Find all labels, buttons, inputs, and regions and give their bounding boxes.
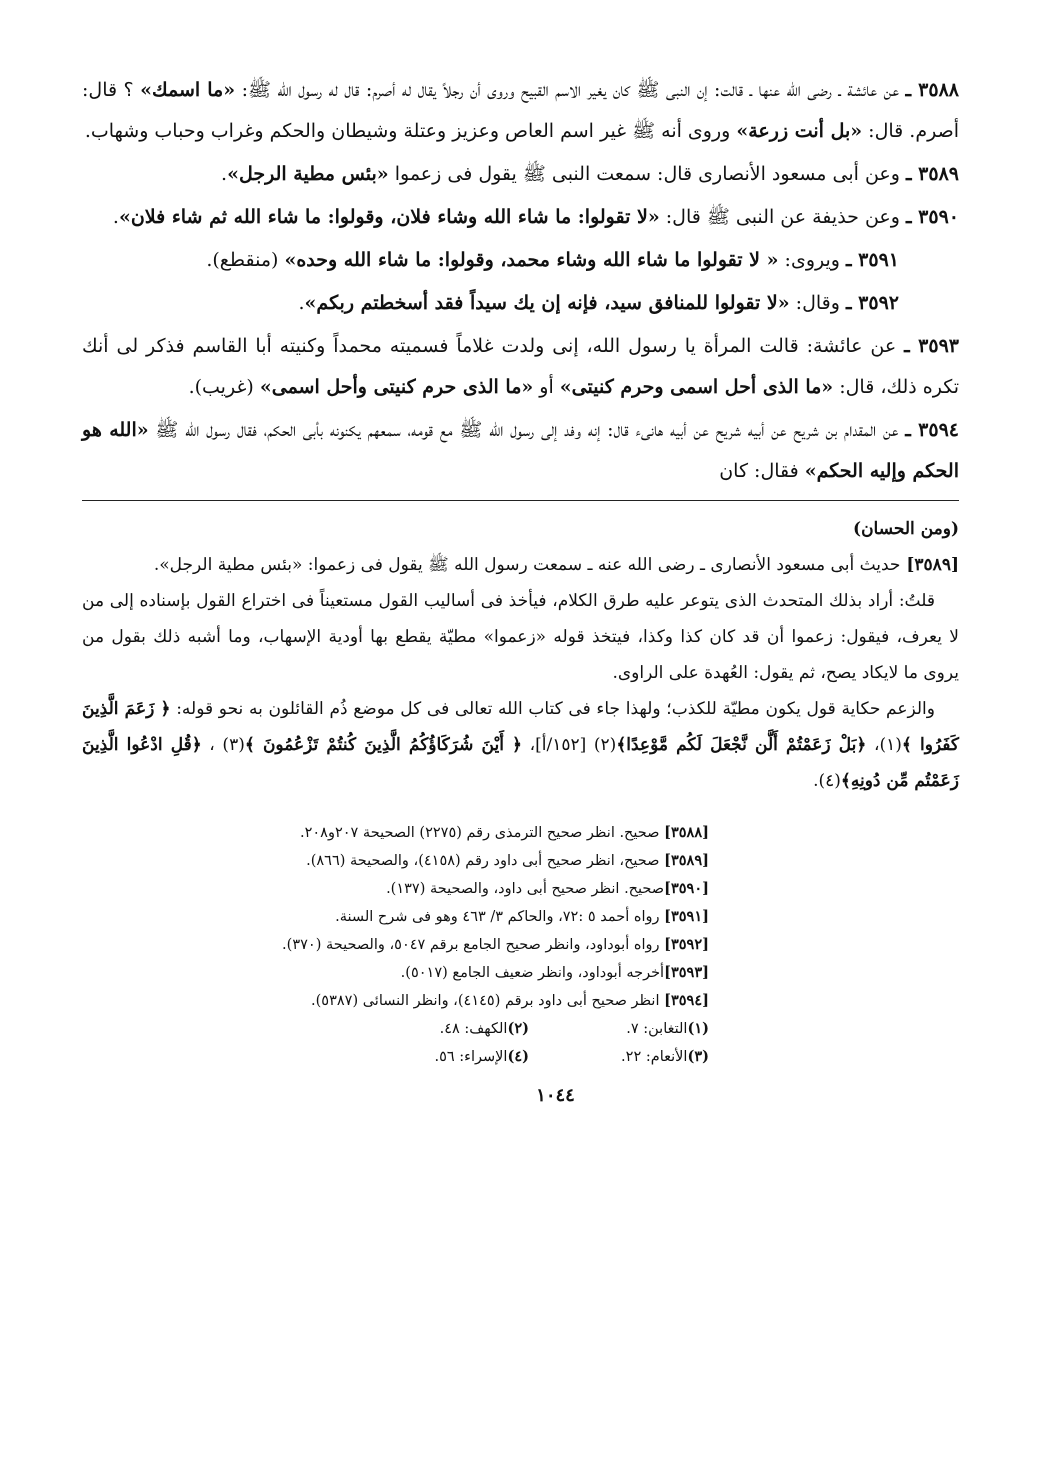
verse-reference-number: (٣) xyxy=(687,1048,709,1065)
hadith-paragraph xyxy=(82,240,959,281)
quoted-text: ﴿ زَعَمَ الَّذِينَ كَفَرُوا ﴾ xyxy=(82,699,959,755)
quoted-text: ﴿بَلْ زَعَمْتُمْ أَلَّن نَّجْعَلَ لَكُم مَّوْعِدًا﴾ xyxy=(616,735,867,755)
verse-reference xyxy=(409,1015,529,1043)
verse-reference-text: الإسراء: ٥٦. xyxy=(434,1049,508,1065)
footnote-number: [٣٥٩٤] xyxy=(664,992,709,1009)
body-text: والزعم حكاية قول يكون مطيّة للكذب؛ ولهذا جاء فى كتاب الله تعالى فى كل موضع ذُم القائلون به نحو قوله: xyxy=(170,699,935,719)
quoted-text: «ما الذى حرم كنيتى وأحل اسمى» xyxy=(259,376,534,398)
section-divider xyxy=(82,500,959,501)
footnote-text: رواه أبوداود، وانظر صحيح الجامع برقم ٥٠٤٧، والصحيحة (٣٧٠). xyxy=(282,937,665,953)
body-text: وروى أنه ﷺ غير اسم العاص وعزيز وعتلة وشيطان والحكم وغراب وحباب وشهاب. xyxy=(84,120,737,142)
verse-reference-text: الكهف: ٤٨. xyxy=(439,1021,508,1037)
page-number: ١٠٤٤ xyxy=(536,1085,575,1106)
body-text: وعن حذيفة عن النبى ﷺ قال: xyxy=(659,206,906,228)
quoted-text: [٣٥٨٩] xyxy=(900,555,959,575)
verse-reference xyxy=(589,1043,709,1071)
verse-reference-number: (١) xyxy=(687,1020,709,1037)
quoted-text: «لا تقولوا: ما شاء الله وشاء فلان، وقولوا: ما شاء الله ثم شاء فلان» xyxy=(118,206,660,228)
footnote-text: رواه أحمد ٥ :٧٢، والحاكم ٣/ ٤٦٣ وهو فى شرح السنة. xyxy=(335,909,665,925)
commentary-heading: (ومن الحسان) xyxy=(853,519,959,539)
commentary-body xyxy=(82,547,959,799)
footnote xyxy=(82,875,709,903)
quoted-text: «بل أنت زرعة» xyxy=(736,120,863,142)
body-text: (٣) ، xyxy=(201,735,245,755)
footnote xyxy=(82,959,709,987)
body-text: . xyxy=(112,206,119,228)
verse-reference-text: الأنعام: ٢٢. xyxy=(621,1049,688,1065)
hadith-paragraph xyxy=(82,70,959,152)
body-text: ويروى: xyxy=(778,249,846,271)
footnote-text: انظر صحيح أبى داود برقم (٤١٤٥)، وانظر النسائى (٥٣٨٧). xyxy=(311,993,665,1009)
quoted-text: «لا تقولوا للمنافق سيد، فإنه إن يك سيداً فقد أسخطتم ربكم» xyxy=(304,292,790,314)
footnote-number: [٣٥٩٠] xyxy=(664,880,709,897)
quoted-text: «ما الذى أحل اسمى وحرم كنيتى» xyxy=(559,376,834,398)
body-text: (٢) [١٥٢/أ]، xyxy=(522,735,617,755)
commentary-paragraph xyxy=(82,691,959,799)
quoted-text: «بئس مطية الرجل» xyxy=(227,163,389,185)
verse-reference xyxy=(409,1043,529,1071)
body-text: (منقطع). xyxy=(206,249,285,271)
hadith-number: ٣٥٩٤ ـ xyxy=(905,419,959,441)
quoted-text: «الله هو الحكم وإليه الحكم» xyxy=(82,419,959,482)
footnote-text: صحيح، انظر صحيح أبى داود رقم (٤١٥٨)، والصحيحة (٨٦٦). xyxy=(306,853,665,869)
footnote-text: أخرجه أبوداود، وانظر ضعيف الجامع (٥٠١٧). xyxy=(400,965,665,981)
verse-reference-row xyxy=(82,1015,709,1043)
body-text: عن المقدام بن شريح عن أبيه شريح عن أبيه هانىء قال: إنه وفد إلى رسول الله ﷺ مع قومه، سمعهم يكنونه بأبى الحكم، فقال رسول الله ﷺ xyxy=(148,419,906,441)
hadith-paragraph xyxy=(82,410,959,492)
hadith-number: ٣٥٩٣ ـ xyxy=(904,335,959,357)
body-text: (٤). xyxy=(813,771,841,791)
hadith-number: ٣٥٨٩ ـ xyxy=(905,163,959,185)
body-text: . xyxy=(298,292,305,314)
hadith-paragraph xyxy=(82,326,959,408)
body-text: عن عائشة: قالت المرأة يا رسول الله، إنى ولدت غلاماً فسميته محمداً وكنيته أبا القاسم فذكر لى أنك تكره ذلك، قال: xyxy=(82,335,959,398)
footnote-number: [٣٥٩٣] xyxy=(664,964,709,981)
hadith-number: ٣٥٩٠ ـ xyxy=(905,206,959,228)
hadith-paragraph xyxy=(82,197,959,238)
commentary-paragraph xyxy=(82,583,959,691)
footnote-text: صحيح. انظر صحيح أبى داود، والصحيحة (١٣٧). xyxy=(386,881,665,897)
verse-reference xyxy=(589,1015,709,1043)
hadith-number: ٣٥٩٢ ـ xyxy=(845,292,899,314)
quoted-text: ﴿قُلِ ادْعُوا الَّذِينَ زَعَمْتُم مِّن دُونِهِ﴾ xyxy=(82,735,959,791)
body-text: فقال: كان xyxy=(719,460,805,482)
footnote xyxy=(82,819,709,847)
footnote xyxy=(82,931,709,959)
quoted-text: « لا تقولوا ما شاء الله وشاء محمد، وقولوا: ما شاء الله وحده» xyxy=(284,249,779,271)
quoted-text: «ما اسمك» xyxy=(140,79,236,101)
hadith-section xyxy=(82,70,959,492)
footnote-text: صحيح. انظر صحيح الترمذى رقم (٢٢٧٥) الصحيحة ٢٠٧و٢٠٨. xyxy=(299,825,665,841)
body-text: . xyxy=(221,163,228,185)
body-text: (١)، xyxy=(866,735,902,755)
footnote xyxy=(82,903,709,931)
verse-reference-number: (٢) xyxy=(507,1020,529,1037)
verse-reference-row xyxy=(82,1043,709,1071)
footnotes xyxy=(82,819,959,1071)
verse-reference-number: (٤) xyxy=(507,1048,529,1065)
body-text: ؟ قال: أصرم. قال: xyxy=(82,79,959,142)
quoted-text: ﴿ أَيْنَ شُرَكَاؤُكُمُ الَّذِينَ كُنتُمْ تَزْعُمُونَ ﴾ xyxy=(244,735,523,755)
verse-reference-text: التغابن: ٧. xyxy=(626,1021,688,1037)
body-text: وقال: xyxy=(789,292,846,314)
hadith-paragraph xyxy=(82,154,959,195)
body-text: (غريب). xyxy=(188,376,260,398)
body-text: حديث أبى مسعود الأنصارى ـ رضى الله عنه ـ سمعت رسول الله ﷺ يقول فى زعموا: «بئس مطية الرجل». xyxy=(153,555,901,575)
hadith-number: ٣٥٨٨ ـ xyxy=(905,79,959,101)
body-text: وعن أبى مسعود الأنصارى قال: سمعت النبى ﷺ يقول فى زعموا xyxy=(388,163,906,185)
footnote xyxy=(82,847,709,875)
body-text: عن عائشة ـ رضى الله عنها ـ قالت: إن النبى ﷺ كان يغير الاسم القبيح وروى أن رجلاً يقال له أصرم: قال له رسول الله ﷺ: xyxy=(235,79,906,101)
footnote-number: [٣٥٩١] xyxy=(664,908,709,925)
commentary-section xyxy=(82,511,959,799)
footnote-number: [٣٥٨٨] xyxy=(664,824,709,841)
body-text: أو xyxy=(533,376,560,398)
hadith-number: ٣٥٩١ ـ xyxy=(845,249,899,271)
body-text: قلتُ: أراد بذلك المتحدث الذى يتوعر عليه طرق الكلام، فيأخذ فى أساليب القول مستعيناً فى اختراع القول بإسناده إلى من لا يعرف، فيقول: زعموا أن قد كان كذا وكذا، فيتخذ قوله «زعموا» مطيّة يقطع بها أودية الإسهاب، وما أشبه ذلك بقول من يروى ما لايكاد يصح، ثم يقول: العُهدة على الراوى. xyxy=(82,591,959,683)
footnote-number: [٣٥٩٢] xyxy=(664,936,709,953)
commentary-paragraph xyxy=(82,547,959,583)
footnote-number: [٣٥٨٩] xyxy=(664,852,709,869)
hadith-paragraph xyxy=(82,283,959,324)
footnote xyxy=(82,987,709,1015)
